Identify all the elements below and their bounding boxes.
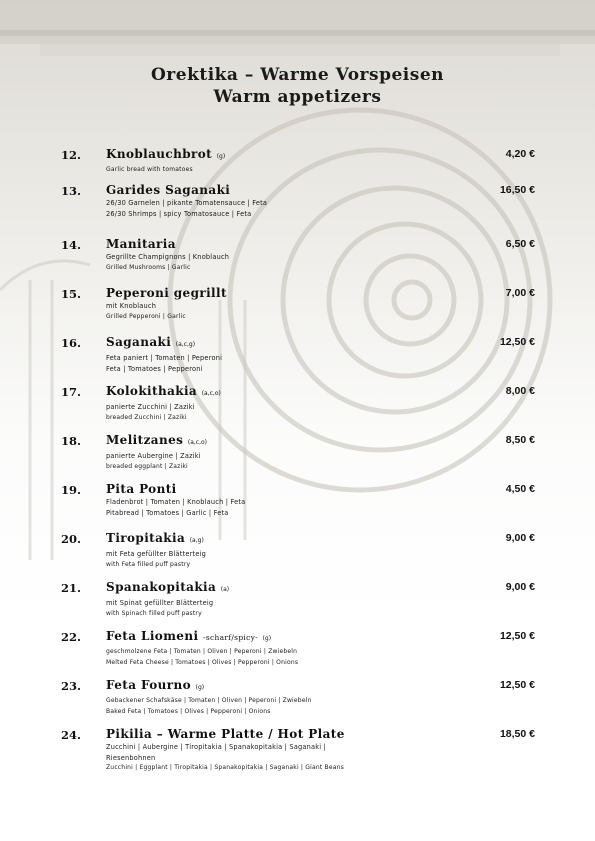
item-title: Knoblauchbrot bbox=[106, 147, 213, 161]
item-desc-line: Riesenbohnen bbox=[106, 753, 156, 762]
item-price: 12,50 € bbox=[499, 630, 535, 642]
item-title: Pikilia – Warme Platte / Hot Plate bbox=[106, 727, 345, 741]
item-desc-line: breaded eggplant | Zaziki bbox=[106, 462, 188, 470]
item-allergens: (a,g) bbox=[189, 537, 204, 544]
item-desc-line: with Feta filled puff pastry bbox=[106, 560, 191, 568]
item-price: 12,50 € bbox=[499, 679, 535, 691]
menu-header bbox=[0, 64, 595, 108]
item-number: 21. bbox=[61, 581, 82, 595]
item-title: Pita Ponti bbox=[106, 482, 177, 496]
item-number: 15. bbox=[61, 287, 82, 301]
item-price: 7,00 € bbox=[505, 287, 535, 299]
item-desc-line: Feta | Tomatoes | Pepperoni bbox=[106, 364, 203, 373]
section-title-de: Orektika – Warme Vorspeisen bbox=[150, 65, 444, 85]
item-allergens: (g) bbox=[195, 684, 205, 691]
item-number: 12. bbox=[61, 148, 82, 162]
item-desc-line: mit Knoblauch bbox=[106, 302, 157, 310]
item-price: 9,00 € bbox=[505, 581, 535, 593]
item-desc-line: Gegrillte Champignons | Knoblauch bbox=[106, 253, 230, 261]
item-number: 16. bbox=[61, 336, 82, 350]
item-desc-line: Feta paniert | Tomaten | Peperoni bbox=[106, 354, 223, 362]
item-desc-line: panierte Aubergine | Zaziki bbox=[106, 452, 201, 460]
item-spicy-note: -scharf/spicy- bbox=[203, 633, 258, 642]
item-desc-line: 26/30 Shrimps | spicy Tomatosauce | Feta bbox=[106, 209, 252, 218]
item-desc-line: Garlic bread with tomatoes bbox=[106, 166, 193, 173]
item-desc-line: breaded Zucchini | Zaziki bbox=[106, 413, 187, 421]
item-price: 18,50 € bbox=[499, 728, 535, 740]
item-title: Feta Fourno bbox=[106, 678, 192, 692]
item-desc-line: Zucchini | Eggplant | Tiropitakia | Spanakopitakia | Saganaki | Giant Beans bbox=[106, 764, 344, 771]
item-title: Saganaki bbox=[106, 335, 172, 349]
item-price: 4,20 € bbox=[505, 148, 535, 160]
item-desc-line: Pitabread | Tomatoes | Garlic | Feta bbox=[106, 508, 229, 517]
item-allergens: (a) bbox=[220, 586, 230, 593]
item-desc-line: 26/30 Garnelen | pikante Tomatensauce | Feta bbox=[106, 199, 268, 207]
item-title: Garides Saganaki bbox=[106, 183, 231, 197]
item-number: 20. bbox=[61, 532, 82, 546]
item-number: 24. bbox=[61, 728, 82, 742]
item-price: 9,00 € bbox=[505, 532, 535, 544]
item-allergens: (a,c,o) bbox=[187, 439, 208, 446]
item-title: Spanakopitakia bbox=[106, 580, 217, 594]
item-title: Tiropitakia bbox=[106, 531, 186, 545]
item-desc-line: mit Spinat gefüllter Blätterteig bbox=[106, 599, 214, 607]
item-desc-line: panierte Zucchini | Zaziki bbox=[106, 403, 195, 411]
item-allergens: (g) bbox=[262, 635, 272, 642]
item-number: 23. bbox=[61, 679, 82, 693]
item-number: 19. bbox=[61, 483, 82, 497]
item-desc-line: geschmolzene Feta | Tomaten | Oliven | Peperoni | Zwiebeln bbox=[106, 648, 298, 655]
item-allergens: (g) bbox=[216, 153, 226, 160]
item-number: 22. bbox=[61, 630, 82, 644]
item-allergens: (a,c,o) bbox=[201, 390, 221, 397]
item-number: 18. bbox=[61, 434, 82, 448]
item-desc-line: mit Feta gefüllter Blätterteig bbox=[106, 550, 206, 558]
section-title-en: Warm appetizers bbox=[213, 87, 382, 107]
item-desc-line: Zucchini | Aubergine | Tiropitakia | Spanakopitakia | Saganaki | bbox=[106, 743, 327, 751]
item-price: 12,50 € bbox=[499, 336, 535, 348]
item-title: Kolokithakia bbox=[106, 384, 198, 398]
item-title: Peperoni gegrillt bbox=[106, 286, 227, 300]
item-price: 8,50 € bbox=[505, 434, 535, 446]
item-price: 16,50 € bbox=[499, 184, 535, 196]
item-price: 8,00 € bbox=[505, 385, 535, 397]
item-desc-line: Grilled Pepperoni | Garlic bbox=[106, 312, 186, 320]
item-number: 17. bbox=[61, 385, 82, 399]
item-desc-line: Fladenbrot | Tomaten | Knoblauch | Feta bbox=[106, 498, 246, 506]
item-price: 4,50 € bbox=[505, 483, 535, 495]
item-price: 6,50 € bbox=[505, 238, 535, 250]
item-number: 14. bbox=[61, 238, 82, 252]
item-title: Melitzanes bbox=[106, 433, 184, 447]
item-desc-line: Grilled Mushrooms | Garlic bbox=[106, 263, 191, 271]
item-title: Feta Liomeni bbox=[106, 629, 199, 643]
item-desc-line: Melted Feta Cheese | Tomatoes | Olives | Pepperoni | Onions bbox=[106, 658, 299, 666]
item-desc-line: Gebackener Schafskäse | Tomaten | Oliven | Peperoni | Zwiebeln bbox=[106, 697, 312, 704]
item-desc-line: with Spinach filled puff pastry bbox=[106, 609, 202, 617]
item-allergens: (a,c,g) bbox=[175, 341, 196, 348]
item-number: 13. bbox=[61, 184, 82, 198]
item-desc-line: Baked Feta | Tomatoes | Olives | Pepperoni | Onions bbox=[106, 707, 271, 715]
item-title: Manitaria bbox=[106, 237, 176, 251]
